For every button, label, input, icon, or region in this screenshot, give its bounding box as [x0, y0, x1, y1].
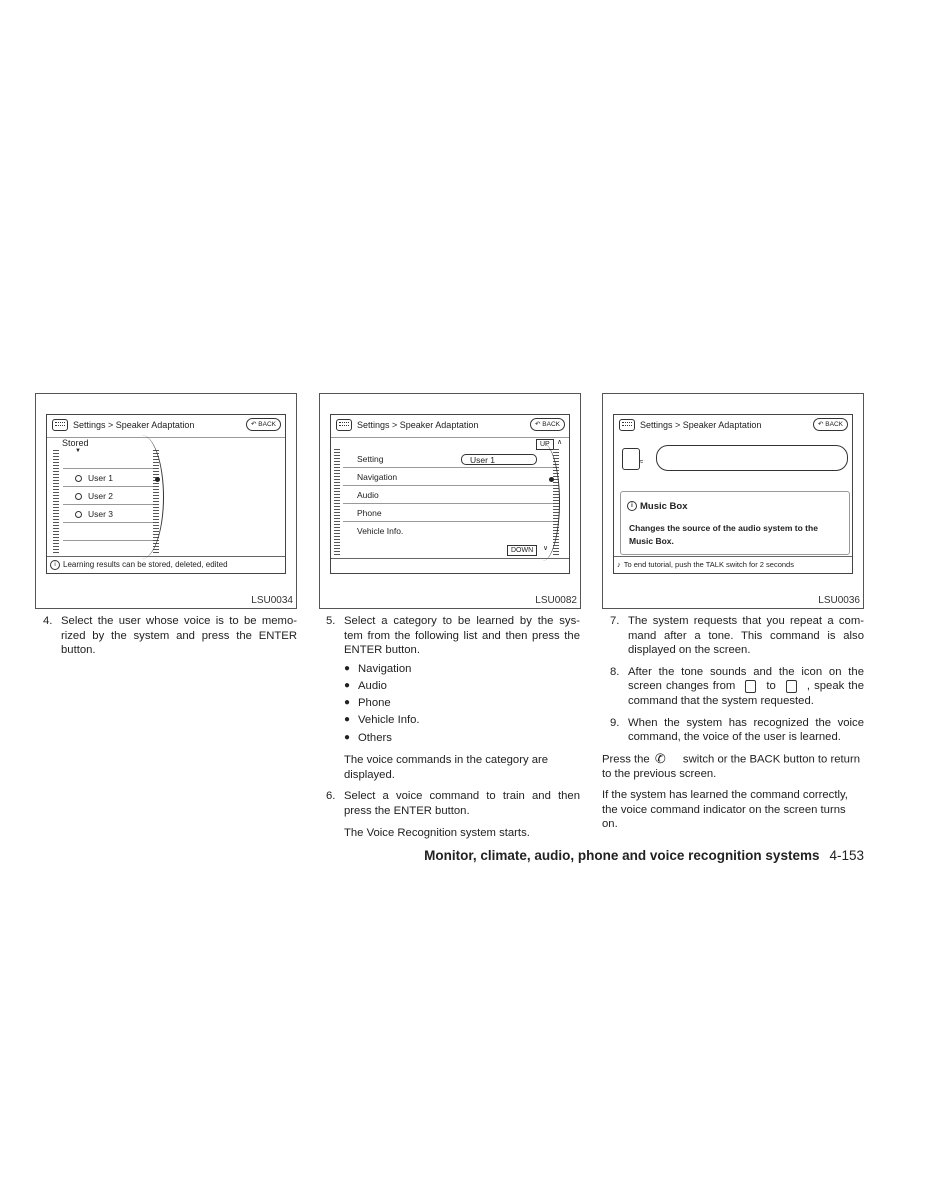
- info-icon: i: [50, 560, 60, 570]
- down-button[interactable]: DOWN: [507, 545, 537, 556]
- menu-icon: [336, 419, 352, 431]
- list-item-user-2[interactable]: User 2: [63, 487, 153, 505]
- list-item-phone[interactable]: Phone: [343, 504, 553, 522]
- column-3: [602, 614, 864, 839]
- step-8: 8. After the tone sounds and the icon on the screen changes from to , speak the command that the system requested.: [610, 665, 864, 707]
- header-title: Settings > Speaker Adaptation: [357, 420, 479, 430]
- step-9: 9. When the system has recognized the voice command, the voice of the user is learned.: [610, 716, 864, 744]
- back-button[interactable]: ↶ BACK: [246, 418, 281, 431]
- figure-lsu0082: [319, 393, 581, 609]
- info-box: [620, 491, 850, 555]
- bullet-icon: ●: [344, 679, 351, 691]
- bullet-icon: ●: [344, 714, 351, 726]
- info-title: i Music Box: [627, 501, 688, 512]
- info-text: Changes the source of the audio system to the Music Box.: [629, 523, 818, 546]
- page-number: 4-153: [829, 848, 864, 863]
- menu-icon: [619, 419, 635, 431]
- chevron-down-icon: ∨: [543, 545, 549, 552]
- list-item-user-3[interactable]: User 3: [63, 505, 153, 523]
- back-button[interactable]: ↶ BACK: [813, 418, 848, 431]
- setting-value: User 1: [461, 454, 537, 465]
- header-title: Settings > Speaker Adaptation: [73, 420, 195, 430]
- paragraph-final: If the system has learned the command correctly, the voice command indicator on the screen turns on.: [602, 789, 848, 831]
- scroll-ticks-left: [53, 450, 59, 555]
- list-item-audio[interactable]: Audio: [343, 486, 553, 504]
- bullet-navigation: ● Navigation: [344, 662, 412, 675]
- stored-label: Stored: [62, 438, 89, 448]
- section-title: Monitor, climate, audio, phone and voice recognition systems: [424, 848, 820, 863]
- paragraph-press: Press the ✆ switch or the BACK button to return to the previous screen.: [602, 750, 860, 780]
- menu-icon: [52, 419, 68, 431]
- figure-caption: LSU0034: [251, 595, 293, 606]
- paragraph: The Voice Recognition system starts.: [344, 826, 530, 839]
- screen-header: [47, 415, 285, 438]
- list-item-vehicle-info[interactable]: Vehicle Info.: [357, 526, 404, 536]
- bullet-vehicle-info: ● Vehicle Info.: [344, 714, 420, 727]
- bullet-icon: ●: [344, 697, 351, 709]
- up-button[interactable]: UP: [536, 439, 554, 450]
- bullet-others: ● Others: [344, 731, 392, 744]
- radio-icon: [75, 493, 82, 500]
- back-button[interactable]: ↶ BACK: [530, 418, 565, 431]
- paragraph: The voice commands in the category are displayed.: [344, 754, 549, 781]
- voice-command-icon: [622, 448, 640, 470]
- voice-prompt-icon: [745, 680, 756, 693]
- header-title: Settings > Speaker Adaptation: [640, 420, 762, 430]
- step-4: 4. Select the user whose voice is to be memo- rized by the system and press the ENTER button.: [43, 615, 297, 657]
- list-item-setting[interactable]: Setting: [343, 450, 553, 468]
- talk-switch-icon: ✆: [654, 750, 666, 766]
- screen: [613, 414, 853, 574]
- bottom-strip: [331, 558, 569, 573]
- column-2: [326, 614, 580, 847]
- column-1: [43, 614, 297, 658]
- info-icon: i: [627, 501, 637, 511]
- figure-caption: LSU0036: [818, 595, 860, 606]
- sound-wave-icon: ≈: [639, 457, 644, 466]
- scroll-ticks-left: [334, 449, 340, 557]
- step-7: 7. The system requests that you repeat a com- mand after a tone. This command is also displayed on the screen.: [610, 615, 864, 657]
- voice-recognized-icon: [786, 680, 797, 693]
- talk-icon: ♪: [617, 560, 621, 569]
- figure-lsu0034: [35, 393, 297, 609]
- radio-icon: [75, 511, 82, 518]
- figure-lsu0036: [602, 393, 864, 609]
- step-5: 5. Select a category to be learned by the sys- tem from the following list and then press the ENTER button.: [326, 615, 580, 657]
- list-item-navigation[interactable]: Navigation: [343, 468, 553, 486]
- chevron-up-icon: ∧: [557, 439, 563, 446]
- status-bar: ♪ To end tutorial, push the TALK switch for 2 seconds: [614, 556, 852, 573]
- bullet-audio: ● Audio: [344, 679, 387, 692]
- bullet-icon: ●: [344, 731, 351, 743]
- bullet-icon: ●: [344, 662, 351, 674]
- list-item-user-1[interactable]: User 1: [63, 469, 153, 487]
- status-bar: i Learning results can be stored, deleted, edited: [47, 556, 285, 573]
- step-6: 6. Select a voice command to train and then press the ENTER button.: [326, 790, 580, 817]
- screen-header: [614, 415, 852, 437]
- screen: [46, 414, 286, 574]
- page-footer: [424, 848, 864, 863]
- command-display: [656, 445, 848, 471]
- figure-caption: LSU0082: [535, 595, 577, 606]
- bullet-phone: ● Phone: [344, 697, 391, 710]
- screen: [330, 414, 570, 574]
- screen-header: [331, 415, 569, 438]
- radio-icon: [75, 475, 82, 482]
- arrow-down-icon: ▼: [75, 448, 81, 454]
